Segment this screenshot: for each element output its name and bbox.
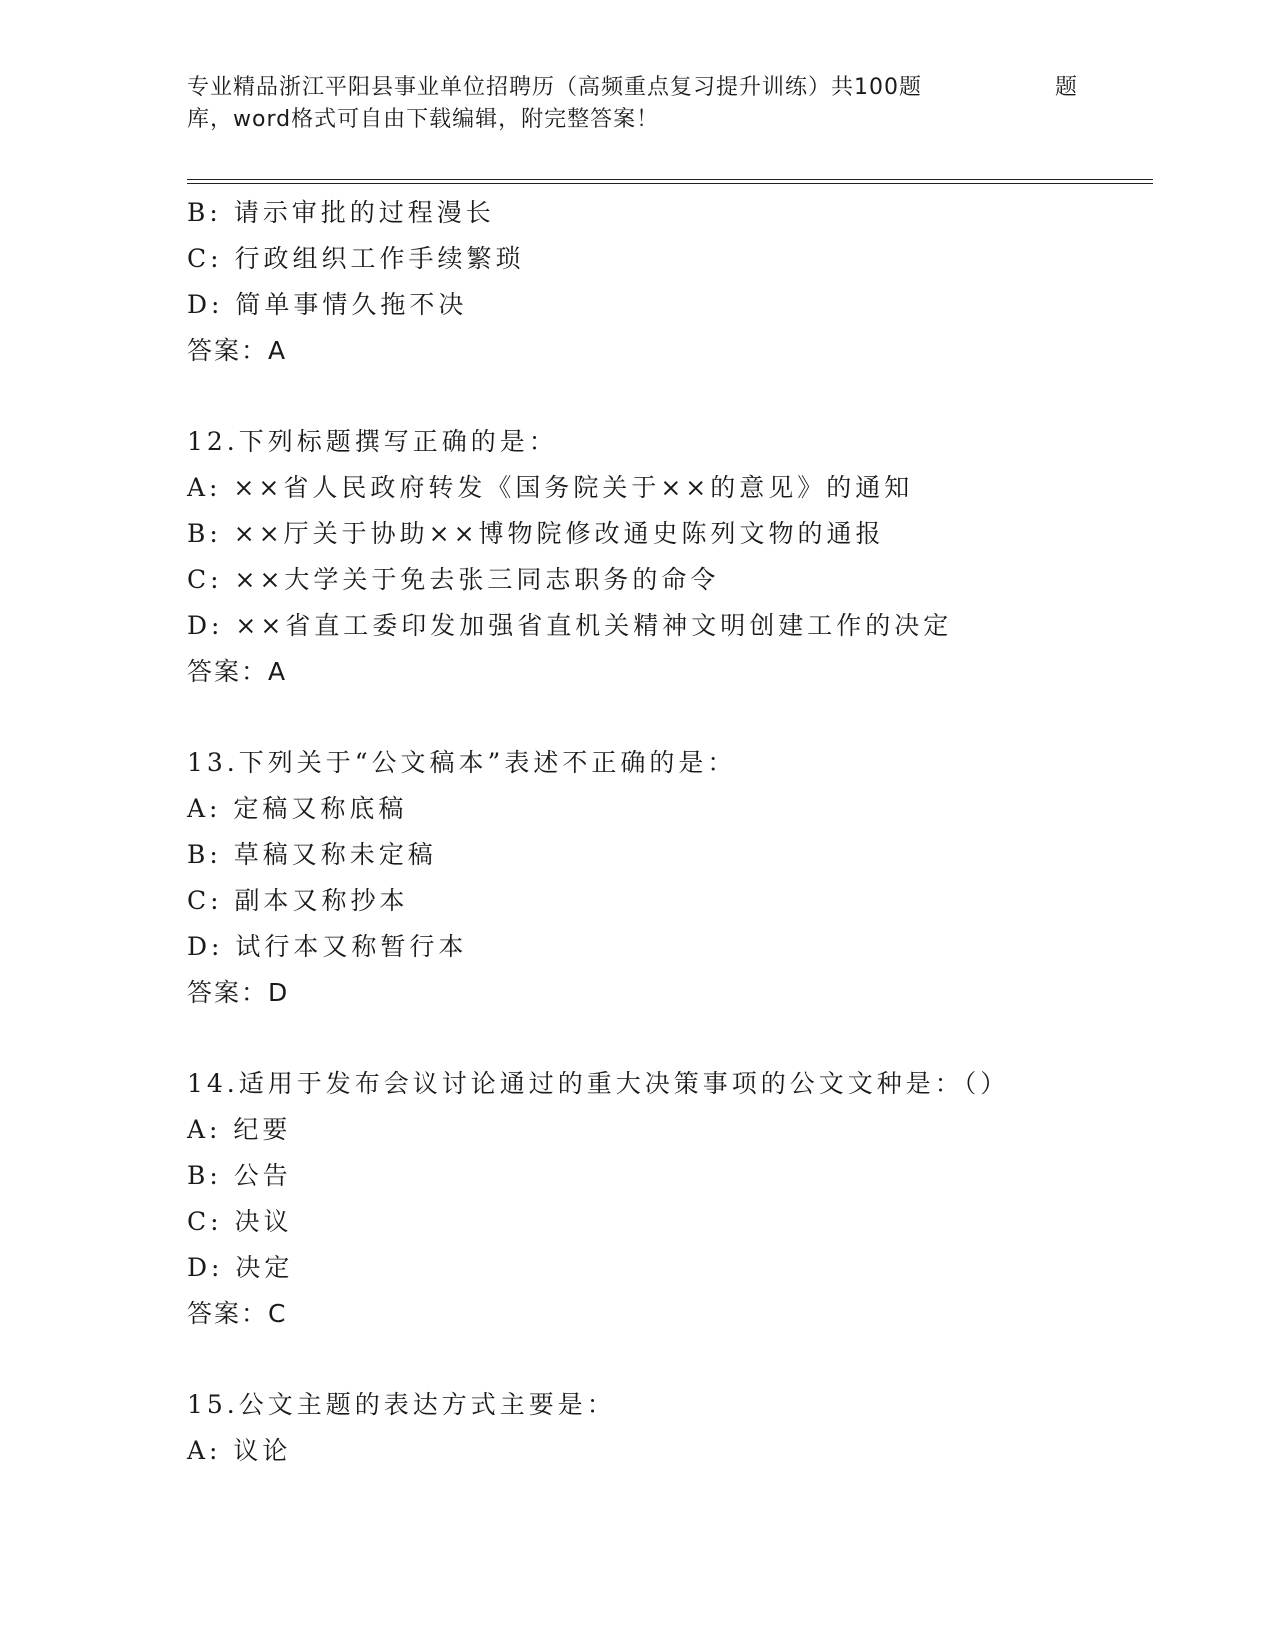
option-b: B: 公告: [187, 1161, 292, 1190]
option-b: B: ××厅关于协助××博物院修改通史陈列文物的通报: [187, 519, 885, 548]
question-text: 15.公文主题的表达方式主要是：: [187, 1390, 616, 1419]
option-b: B: 请示审批的过程漫长: [187, 198, 495, 227]
header-title-text: 专业精品浙江平阳县事业单位招聘历（高频重点复习提升训练）共100题: [187, 75, 922, 100]
question-block-15: [187, 1382, 1147, 1474]
question-text: 12.下列标题撰写正确的是：: [187, 427, 558, 456]
question-block-13: [187, 740, 1147, 1016]
question-block-11: [187, 190, 1147, 374]
answer-line: 答案：C: [187, 1299, 288, 1328]
question-block-12: [187, 419, 1147, 695]
option-a: A: 议论: [187, 1436, 292, 1465]
option-c: C: 副本又称抄本: [187, 886, 409, 915]
answer-line: 答案：D: [187, 978, 290, 1007]
question-text: 14.适用于发布会议讨论通过的重大决策事项的公文文种是：（）: [187, 1069, 1010, 1098]
header-title-tail: 题: [1055, 75, 1079, 100]
question-list: [187, 190, 1147, 1474]
option-d: D: ××省直工委印发加强省直机关精神文明创建工作的决定: [187, 611, 953, 640]
option-c: C: 决议: [187, 1207, 293, 1236]
header-rule-top: [187, 179, 1153, 180]
option-a: A: 定稿又称底稿: [187, 794, 408, 823]
answer-line: 答案：A: [187, 336, 288, 365]
option-c: C: ××大学关于免去张三同志职务的命令: [187, 565, 720, 594]
question-gap: [187, 695, 1147, 740]
header-rule-bottom: [187, 183, 1153, 184]
question-gap: [187, 374, 1147, 419]
option-b: B: 草稿又称未定稿: [187, 840, 437, 869]
question-block-14: [187, 1061, 1147, 1337]
option-a: A: 纪要: [187, 1115, 292, 1144]
document-header: [187, 72, 1087, 136]
option-d: D: 决定: [187, 1253, 294, 1282]
option-a: A: ××省人民政府转发《国务院关于××的意见》的通知: [187, 473, 914, 502]
option-d: D: 简单事情久拖不决: [187, 290, 468, 319]
answer-line: 答案：A: [187, 657, 288, 686]
question-gap: [187, 1016, 1147, 1061]
header-line-2: 库，word格式可自由下载编辑，附完整答案！: [187, 107, 660, 132]
header-line-1: [187, 72, 1087, 104]
question-text: 13.下列关于“公文稿本”表述不正确的是：: [187, 748, 737, 777]
option-c: C: 行政组织工作手续繁琐: [187, 244, 525, 273]
option-d: D: 试行本又称暂行本: [187, 932, 468, 961]
question-gap: [187, 1337, 1147, 1382]
